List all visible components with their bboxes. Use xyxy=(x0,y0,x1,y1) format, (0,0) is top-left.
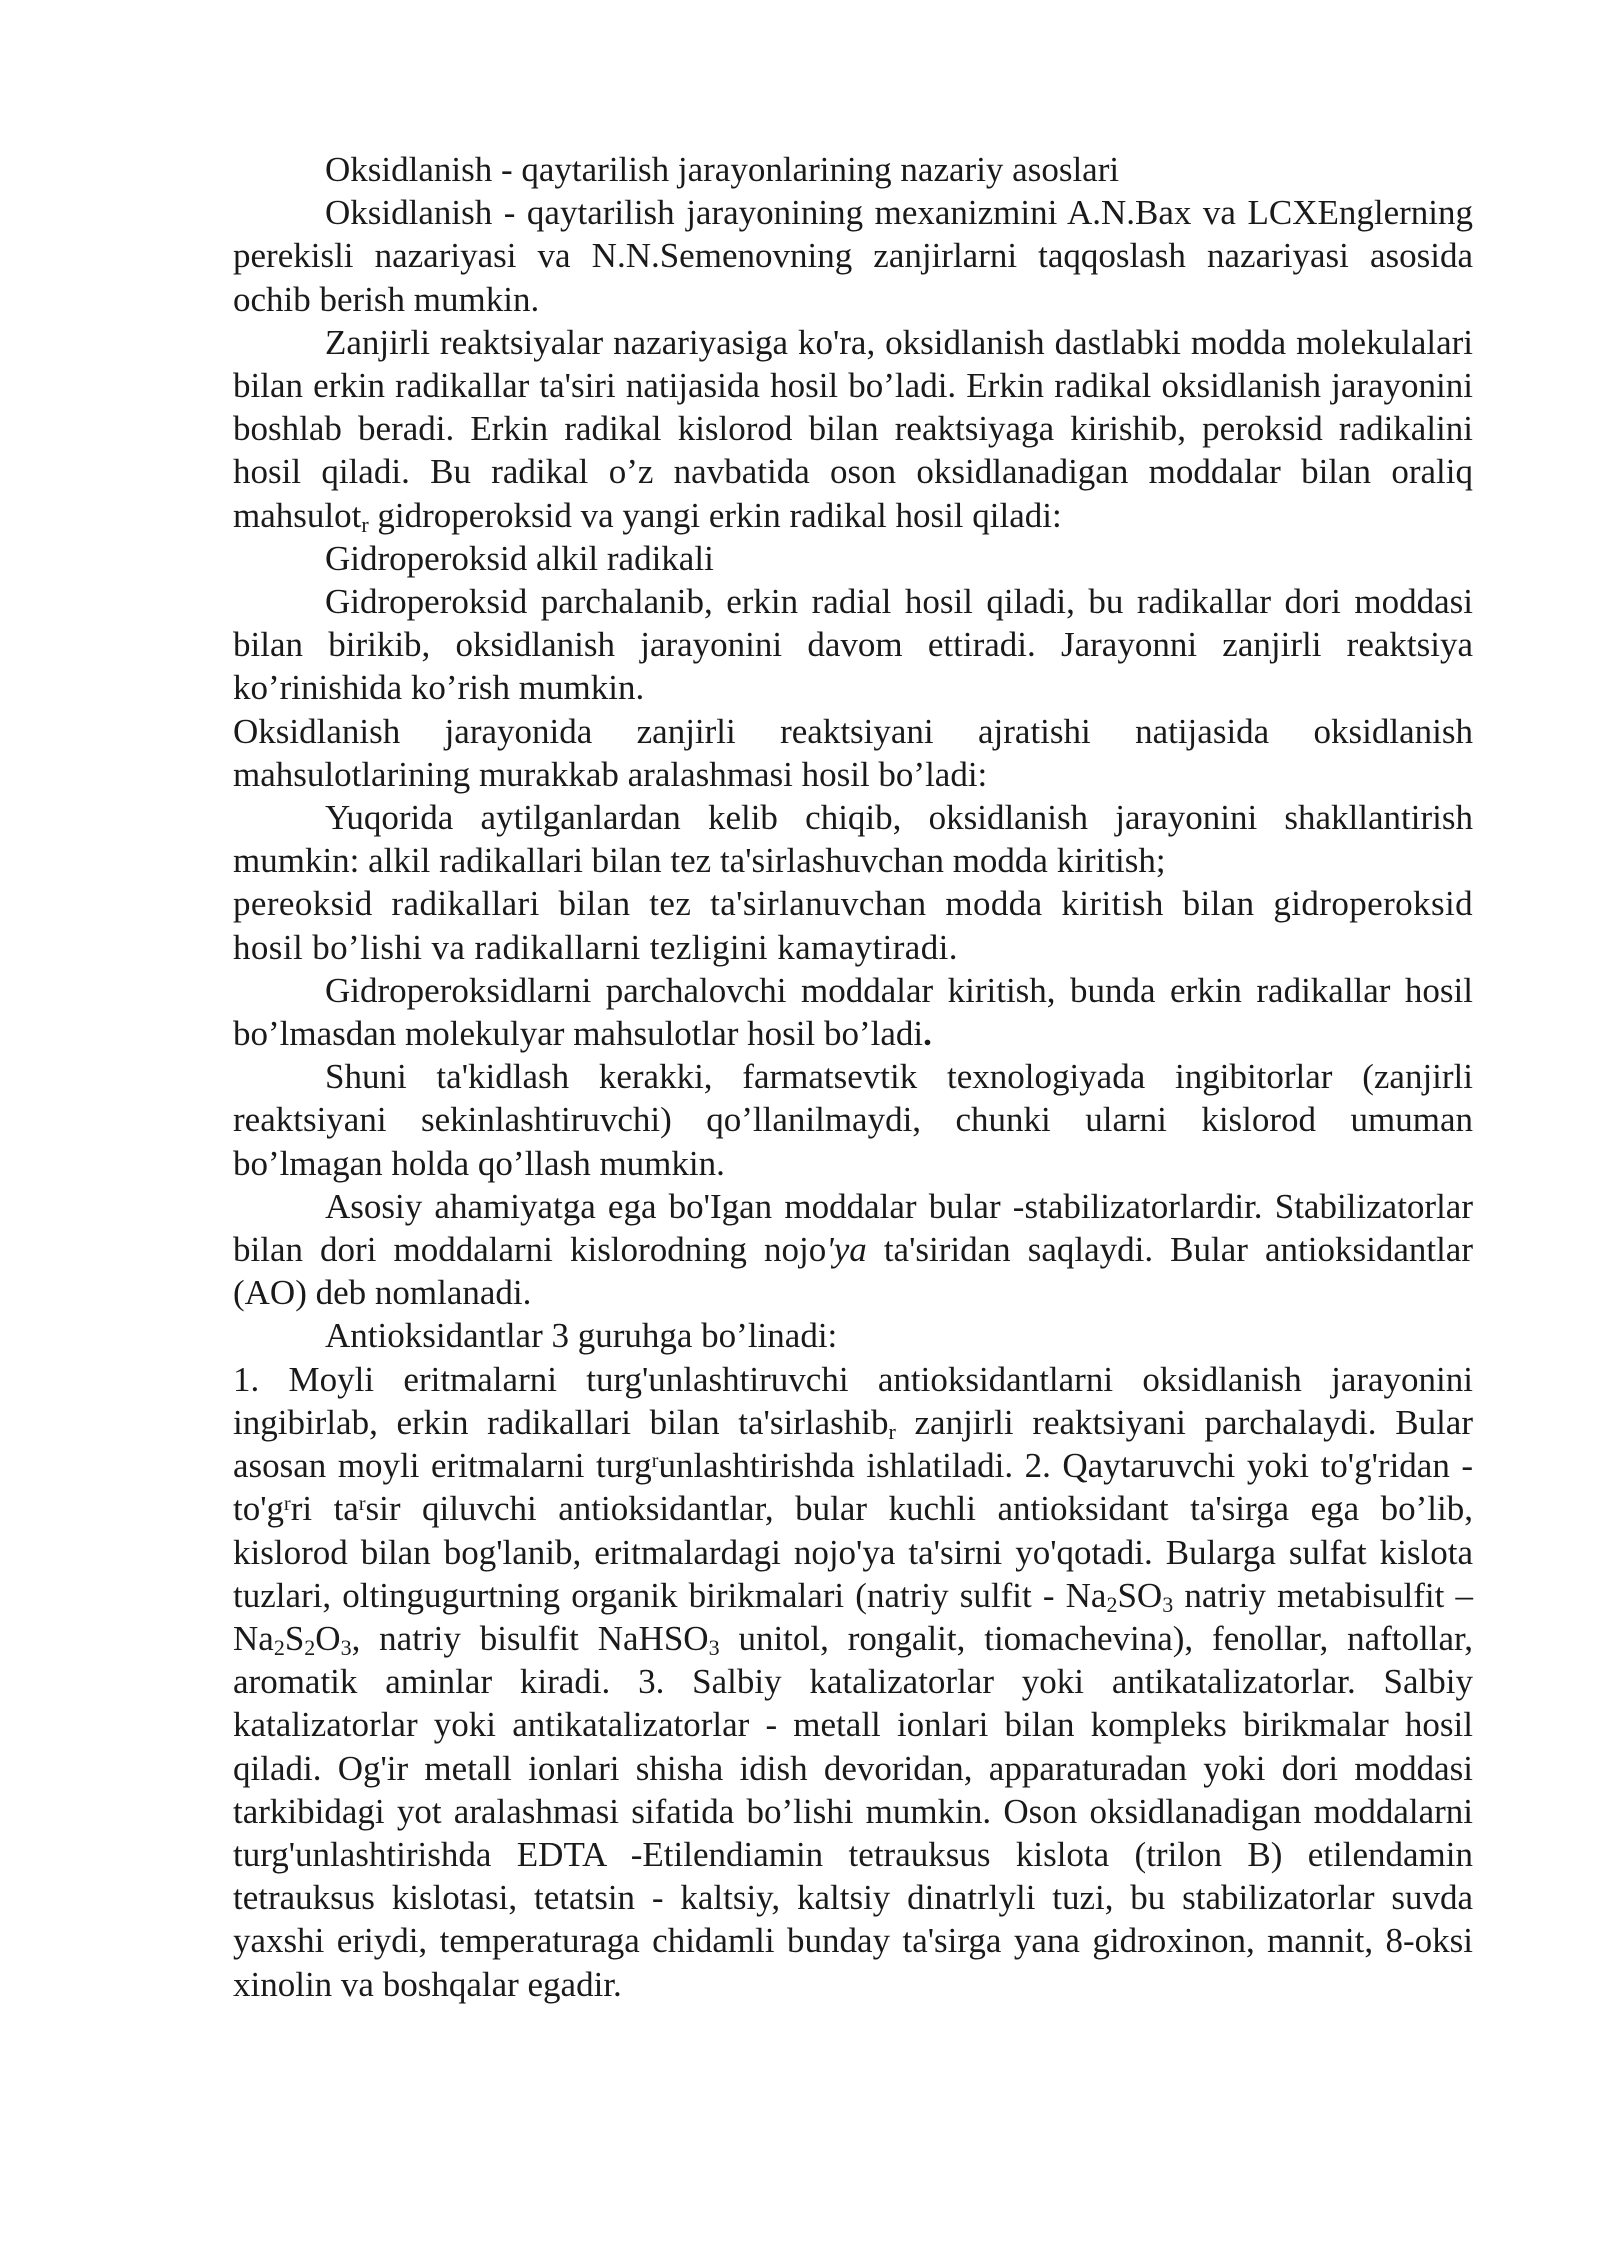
paragraph-conclusion: Yuqorida aytilganlardan kelib chiqib, oksidlanish jarayonini shakllantirish mumkin: alkil radikallari bilan tez ta'sirlashuvchan modda kiritish; xyxy=(233,798,1473,881)
document-page xyxy=(233,148,1473,2006)
paragraph-antioxidant-list: 1. Moyli eritmalarni turg'unlashtiruvchi antioksidantlarni oksidlanish jarayonini ingibirlab, erkin radikallari bilan ta'sirlashib$_r$ zanjirli reaktsiyani parchalaydi. Bular asosan moyli eritmalarni turg$^r$unlashtirishda ishlatiladi. 2. Qaytaruvchi yoki to'g'ridan - $to'g^rri$ $ta^rsir$ qiluvchi antioksidantlar, bular kuchli antioksidant ta'sirga ega bo’lib, kislorod bilan bog'lanib, eritmalardagi nojo'ya ta'sirni yo'qotadi. Bularga sulfat kislota tuzlari, oltingugurtning organik birikmalari (natriy sulfit - $Na_2SO_3$ natriy metabisulfit – $Na_2S_2O_3$, natriy bisulfit NaHSO$_3$ unitol, rongalit, tiomachevina), fenollar, naftollar, aromatik aminlar kiradi. 3. Salbiy katalizatorlar yoki antikatalizatorlar. Salbiy katalizatorlar yoki antikatalizatorlar - metall ionlari bilan kompleks birikmalar hosil qiladi. Og'ir metall ionlari shisha idish devoridan, apparaturadan yoki dori moddasi tarkibidagi yot aralashmasi sifatida bo’lishi mumkin. Oson oksidlanadigan moddalarni turg'unlashtirishda EDTA -Etilendiamin tetrauksus kislota (trilon B) etilendamin tetrauksus kislotasi, tetatsin - kaltsiy, kaltsiy dinatrlyli tuzi, bu stabilizatorlar suvda yaxshi eriydi, temperaturaga chidamli bunday ta'sirga yana gidroxinon, mannit, 8-oksi xinolin va boshqalar egadir. xyxy=(233,1359,1474,2004)
paragraph-stabilizers: Asosiy ahamiyatga ega bo'Igan moddalar bular -stabilizatorlardir. Stabilizatorlar bilan dori moddalarni kislorodning nojo'ya ta'siridan saqlaydi. Bular antioksidantlar (AO) deb nomlanadi. xyxy=(233,1186,1473,1313)
paragraph-chain-theory: Zanjirli reaktsiyalar nazariyasiga ko'ra, oksidlanish dastlabki modda molekulalari bilan erkin radikallar ta'siri natijasida hosil bo’ladi. Erkin radikal oksidlanish jarayonini boshlab beradi. Erkin radikal kislorod bilan reaktsiyaga kirishib, peroksid radikalini hosil qiladi. Bu radikal o’z navbatida oson oksidlanadigan moddalar bilan oraliq mahsulot$_r$ gidroperoksid va yangi erkin radikal hosil qiladi: xyxy=(233,322,1473,537)
document-title: Oksidlanish - qaytarilish jarayonlarining nazariy asoslari xyxy=(325,150,1120,189)
paragraph-oxidation-products: Oksidlanish jarayonida zanjirli reaktsiyani ajratishi natijasida oksidlanish mahsulotlarining murakkab aralashmasi hosil bo’ladi: xyxy=(233,711,1473,794)
paragraph-antioxidant-groups: Antioksidantlar 3 guruhga bo’linadi: xyxy=(325,1316,838,1356)
paragraph-hydroperoxide-decomposition: Gidroperoksid parchalanib, erkin radial hosil qiladi, bu radikallar dori moddasi bilan birikib, oksidlanish jarayonini davom ettiradi. Jarayonni zanjirli reaktsiya ko’rinishida ko’rish mumkin. xyxy=(233,582,1473,708)
paragraph-peroxide-radicals: pereoksid radikallari bilan tez ta'sirlanuvchan modda kiritish bilan gidroperoksid hosil bo’lishi va radikallarni tezligini kamaytiradi. xyxy=(233,884,1473,967)
paragraph-hydroperoxide-label: Gidroperoksid alkil radikali xyxy=(325,538,714,578)
paragraph-mechanism: Oksidlanish - qaytarilish jarayonining mexanizmini A.N.Bax va LCXEnglerning perekisli nazariyasi va N.N.Semenovning zanjirlarni taqqoslash nazariyasi asosida ochib berish mumkin. xyxy=(233,193,1473,319)
paragraph-inhibitors: Shuni ta'kidlash kerakki, farmatsevtik texnologiyada ingibitorlar (zanjirli reaktsiyani sekinlashtiruvchi) qo’llanilmaydi, chunki ularni kislorod umuman bo’lmagan holda qo’llash mumkin. xyxy=(233,1057,1473,1183)
paragraph-hydroperoxide-decomposers: Gidroperoksidlarni parchalovchi moddalar kiritish, bunda erkin radikallar hosil bo’lmasdan molekulyar mahsulotlar hosil bo’ladi. xyxy=(233,970,1473,1054)
